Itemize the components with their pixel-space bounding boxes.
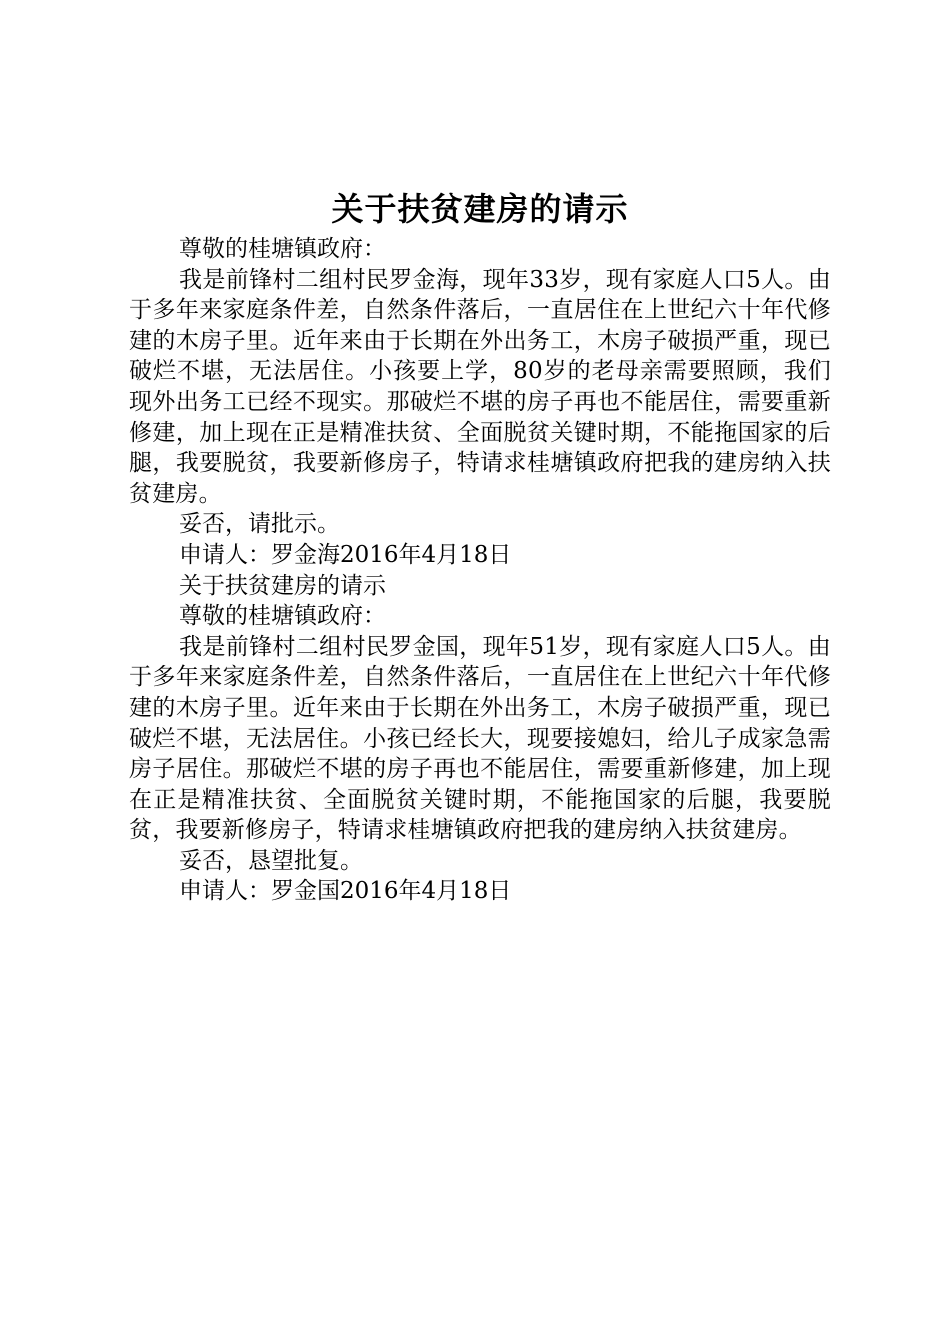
letter2-salutation: 尊敬的桂塘镇政府： bbox=[179, 603, 386, 630]
letter2-heading: 关于扶贫建房的请示 bbox=[179, 572, 386, 599]
letter2-body: 我是前锋村二组村民罗金国，现年51岁，现有家庭人口5人。由于多年来家庭条件差，自然条件落后，一直居住在上世纪六十年代修建的木房子里。近年来由于长期在外出务工，木房子破损严重，现已破烂不堪，无法居住。小孩已经长大，现要接媳妇，给儿子成家急需房子居住。那破烂不堪的房子再也不能居住，需要重新修建，加上现在正是精准扶贫、全面脱贫关键时期，不能拖国家的后腿，我要脱贫，我要新修房子，特请求桂塘镇政府把我的建房纳入扶贫建房。 bbox=[129, 633, 831, 844]
letter1-signature: 申请人：罗金海2016年4月18日 bbox=[179, 541, 512, 568]
letter2-signature: 申请人：罗金国2016年4月18日 bbox=[179, 878, 512, 905]
document-page bbox=[129, 186, 831, 907]
letter1-body: 我是前锋村二组村民罗金海，现年33岁，现有家庭人口5人。由于多年来家庭条件差，自然条件落后，一直居住在上世纪六十年代修建的木房子里。近年来由于长期在外出务工，木房子破损严重，现已破烂不堪，无法居住。小孩要上学，80岁的老母亲需要照顾，我们现外出务工已经不现实。那破烂不堪的房子再也不能居住，需要重新修建，加上现在正是精准扶贫、全面脱贫关键时期，不能拖国家的后腿，我要脱贫，我要新修房子，特请求桂塘镇政府把我的建房纳入扶贫建房。 bbox=[129, 266, 831, 507]
letter1-closing: 妥否，请批示。 bbox=[179, 511, 340, 538]
letter1-salutation: 尊敬的桂塘镇政府： bbox=[179, 236, 386, 262]
document-title: 关于扶贫建房的请示 bbox=[331, 190, 629, 228]
letter2-closing: 妥否，恳望批复。 bbox=[179, 847, 363, 874]
